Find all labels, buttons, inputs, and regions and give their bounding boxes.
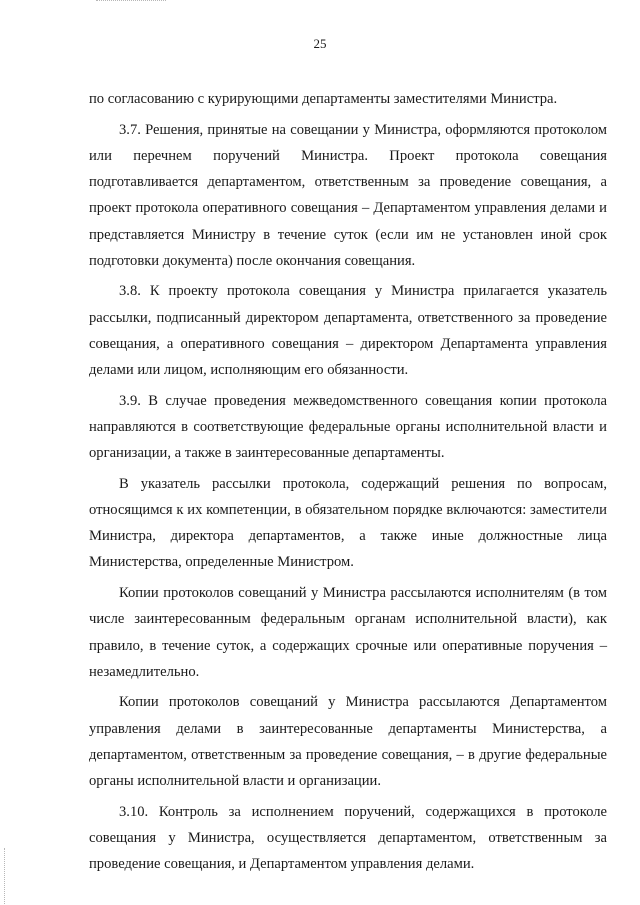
paragraph-3-8: 3.8. К проекту протокола совещания у Министра прилагается указатель рассылки, подписанный директором департамента, ответственного за проведение совещания, а оперативного совещания – директором Департамента управления делами или лицом, исполняющим его обязанности. (89, 283, 607, 379)
paragraph-3-9: 3.9. В случае проведения межведомственного совещания копии протокола направляются в соответствующие федеральные органы исполнительной власти и организации, а также в заинтересованные департаменты. (89, 392, 607, 462)
scan-artifact-top (96, 0, 166, 4)
page-number: 25 (313, 36, 327, 51)
paragraph-copies-departments: Копии протоколов совещаний у Министра рассылаются Департаментом управления делами в заинтересованные департаменты Министерства, а департаментом, ответственным за проведение совещания, – в другие федеральные органы исполнительной власти и организации. (89, 694, 607, 790)
scan-artifact-left (4, 848, 6, 904)
paragraph-continuation: по согласованию с курирующими департаменты заместителями Министра. (89, 91, 558, 107)
paragraph-copies-executors: Копии протоколов совещаний у Министра рассылаются исполнителям (в том числе заинтересованным федеральным органам исполнительной власти), как правило, в течение суток, а содержащих срочные или оперативные поручения – незамедлительно. (89, 585, 607, 680)
paragraph-3-7: 3.7. Решения, принятые на совещании у Министра, оформляются протоколом или перечнем поручений Министра. Проект протокола совещания подготавливается департаментом, ответственным за проведение совещания, а проект протокола оперативного совещания – Департаментом управления делами и представляется Министру в течение суток (если им не установлен иной срок подготовки документа) после окончания совещания. (89, 121, 607, 269)
paragraph-distribution-list: В указатель рассылки протокола, содержащий решения по вопросам, относящимся к их компетенции, в обязательном порядке включаются: заместители Министра, директора департаментов, а также иные должностные лица Министерства, определенные Министром. (89, 475, 607, 571)
paragraph-3-10: 3.10. Контроль за исполнением поручений, содержащихся в протоколе совещания у Министра, осуществляется департаментом, ответственным за проведение совещания, и Департаментом управления делами. (89, 803, 607, 873)
document-body (89, 86, 607, 877)
